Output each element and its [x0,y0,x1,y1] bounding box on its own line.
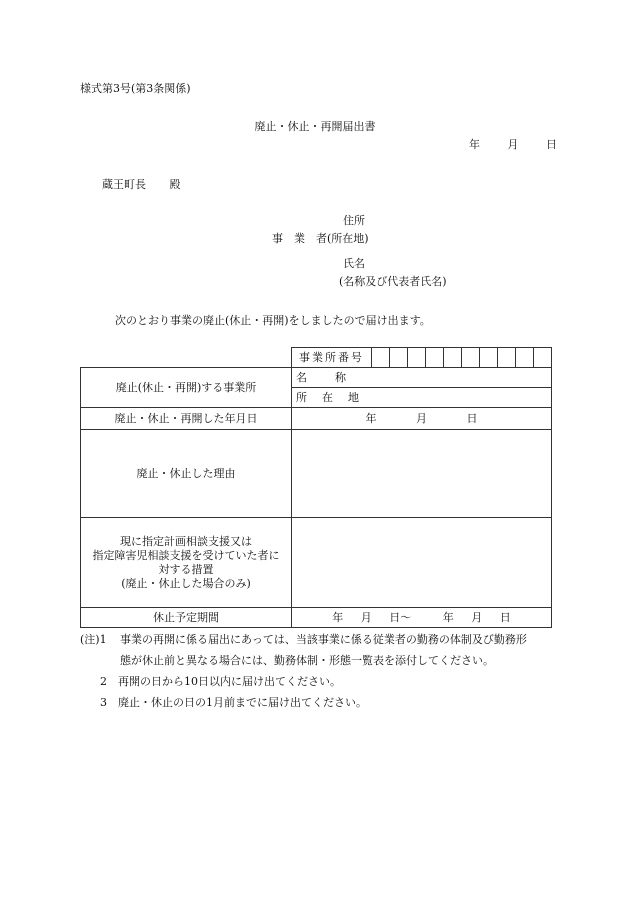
date-row [81,408,552,430]
measures-row [81,518,552,608]
date-field-month: 月 [416,411,427,425]
intro-text: 次のとおり事業の廃止(休止・再開)をしましたので届け出ます。 [115,314,431,327]
office-number-box[interactable] [480,348,498,368]
applicant-name-label: 氏名 [343,257,365,270]
office-number-box[interactable] [516,348,534,368]
office-number-box[interactable] [426,348,444,368]
period-from-year: 年 [332,610,344,624]
note-text: 態が休止前と異なる場合には、勤務体制・形態一覧表を添付してください。 [120,654,494,667]
period-to-day: 日 [499,610,511,624]
note-text: 事業の再開に係る届出にあっては、当該事業に係る従業者の勤務の体制及び勤務形 [120,633,527,646]
office-number-box[interactable] [462,348,480,368]
note-item [80,629,560,650]
date-label: 廃止・休止・再開した年月日 [81,408,292,430]
office-name-row [81,368,552,388]
period-to-year: 年 [442,610,454,624]
date-field[interactable] [292,408,552,430]
addressee-honorific: 殿 [169,178,181,191]
notes-lead: (注)1 [80,633,107,646]
measures-field[interactable] [292,518,552,608]
measures-label-line: 対する措置 [158,562,214,576]
date-month: 月 [507,138,519,151]
reason-field[interactable] [292,430,552,518]
reason-label: 廃止・休止した理由 [81,430,292,518]
date-field-day: 日 [466,411,478,425]
addressee [102,178,181,192]
date-day: 日 [546,138,557,151]
applicant-name-sub-label: (名称及び代表者氏名) [339,275,447,288]
office-number-box[interactable] [498,348,516,368]
note-text: 2 再開の日から10日以内に届け出てください。 [100,675,341,688]
period-field[interactable] [292,608,552,628]
applicant-address-label: 住所 [343,214,365,227]
office-number-box[interactable] [390,348,408,368]
office-number-label: 事業所番号 [292,348,372,368]
form-title: 廃止・休止・再開届出書 [254,120,376,133]
office-number-box[interactable] [408,348,426,368]
period-to-month: 月 [471,610,483,624]
measures-label-line: (廃止・休止した場合のみ) [121,576,251,590]
period-from-day: 日〜 [389,610,412,624]
office-number-row [81,348,552,368]
notes [80,629,560,713]
submission-date [469,138,557,152]
measures-label-line: 現に指定計画相談支援又は [120,534,252,548]
measures-label [81,518,292,608]
period-from-month: 月 [360,610,372,624]
office-location-label: 所 在 地 [296,390,361,404]
period-label: 休止予定期間 [81,608,292,628]
form-number: 様式第3号(第3条関係) [80,82,191,95]
date-year: 年 [469,138,480,151]
blank-cell [81,348,292,368]
date-field-year: 年 [365,411,377,425]
office-number-box[interactable] [444,348,462,368]
office-name-field[interactable] [292,368,552,388]
addressee-name: 蔵王町長 [102,178,146,191]
period-row [81,608,552,628]
notification-form-table [80,347,552,628]
office-number-box[interactable] [534,348,552,368]
office-location-field[interactable] [292,388,552,408]
measures-label-line: 指定障害児相談支援を受けていた者に [92,548,280,562]
reason-row [81,430,552,518]
note-text: 3 廃止・休止の日の1月前までに届け出てください。 [100,696,367,709]
office-label: 廃止(休止・再開)する事業所 [81,368,292,408]
office-number-box[interactable] [372,348,390,368]
office-name-label: 名 称 [296,370,348,384]
applicant-operator-label: 事 業 者(所在地) [272,232,369,245]
